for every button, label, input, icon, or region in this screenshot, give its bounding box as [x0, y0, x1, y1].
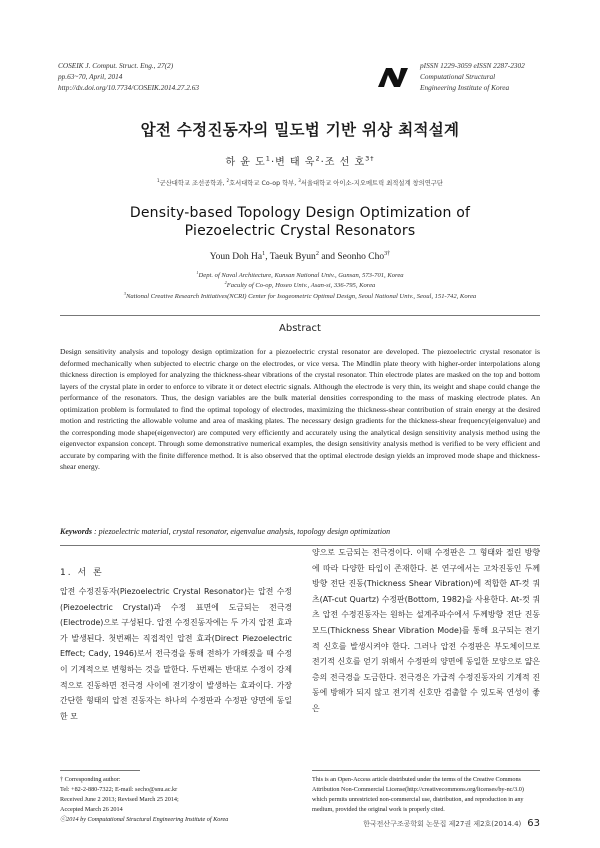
- license-rule: [312, 770, 540, 771]
- affiliation-3: $^3$National Creative Research Initiatives(NCRI) Center for Isogeometric Optimal Design, Seoul National Univ., Seoul, 151-742, Korea: [123, 290, 477, 300]
- divider-top: [60, 315, 540, 316]
- society-name-2: Engineering Institute of Korea: [420, 83, 510, 92]
- abstract-body: Design sensitivity analysis and topology design optimization for a piezoelectric crystal resonator are developed. The piezoelectric crystal resonator is deformed mechanically when subjected to electric charge on the electrodes, or vice versa. The Mindlin plate theory with higher-order interpolations along thickness direction is employed for analyzing the thickness-shear vibrations of the crystal resonator. Thin electrode plates are masked on the top and bottom layers of the crystal plate in order to enforce to vibrate it or detect electric signals. Although the electrode is very thin, its weight and shape could change the performance of the resonators. Thus, the design variables are the bulk material densities corresponding to the mass of masking electrode plates. An optimization problem is formulated to find the optimal topology of electrodes, maximizing the thickness-shear contribution of strain energy at the desired motion and restricting the allowable volume and area of masking plates. The necessary design gradients for the thickness-shear frequency(eigenvalue) and the corresponding mode shape(eigenvector) are computed very efficiently and accurately using the analytical design sensitivity analysis method using the eigenvector expansion concept. Through some demonstrative numerical examples, the design sensitivity analysis method is verified to be very efficient and accurate by comparing with the finite difference method. It is also observed that the optimal electrode design yields an improved mode shape and thickness-shear energy.: [60, 347, 540, 472]
- title-english: Density-based Topology Design Optimization of Piezoelectric Crystal Resonators: [129, 205, 471, 239]
- section-heading: 1. 서 론: [60, 568, 104, 578]
- footnote: † Corresponding author: Tel: +82-2-880-7322; E-mail: secho@snu.ac.kr Received June 2 2013; Revised March 25 2014; Accepted March 26 2014 ⓒ2014 by Computational Structural Engineering Institute of Korea: [60, 776, 229, 823]
- author-ko-1: 하 윤 도: [225, 157, 266, 168]
- author-ko-3: ·조 선 호: [320, 157, 366, 168]
- doi-link[interactable]: http://dx.doi.org/10.7734/COSEIK.2014.27.2.63: [58, 83, 200, 92]
- author-ko-2: ·변 태 욱: [270, 157, 316, 168]
- body-column-left: 압전 수정진동자(Piezoelectric Crystal Resonator)는 압전 수정(Piezoelectric Crystal)과 수정 표면에 도금되는 전극경(Electrode)으로 구성된다. 압전 수정진동자에는 두 가지 압전 효과가 발생된다. 첫번째는 직접적인 압전 효과(Direct Piezoelectric Effect; Cady, 1946)로서 전극경을 통해 전하가 가해졌을 때 수정이 기계적으로 변형하는 것을 말한다. 두번째는 반대로 수정이 강제적으로 진동하면 전극경 사이에 전기장이 발생하는 효과이다. 가장 간단한 형태의 압전 진동자는 하나의 수정판과 수정판 양면에 동일한 모: [60, 587, 292, 721]
- page-number: 63: [527, 818, 540, 829]
- body-column-right: 양으로 도금되는 전극경이다. 이때 수정판은 그 형태와 절린 방향에 따라 다양한 타입이 존재한다. 본 연구에서는 고차진동인 두께방향 전단 진동(Thickness Shear Vibration)에 적합한 AT-컷 쿼츠(AT-cut Quartz) 수정판(Bottom, 1982)을 사용한다. At-컷 쿼츠 압전 수정진동자는 원하는 설계주파수에서 두께방향 전단 진동 모드(Thickness Shear Vibration Mode)를 통해 요구되는 전기적 신호를 발생시켜야 한다. 그러나 압전 수정판은 부도체이므로 전기적 신호를 얻기 위해서 수정판의 양면에 동일한 모양으로 얇은 층의 전극경을 도금한다. 전극경은 가급적 수정진동자의 기계적 진동에 방해가 되지 않고 전기적 신호만 검출할 수 있도록 연성이 좋은: [312, 548, 540, 713]
- keywords: [60, 527, 540, 536]
- affiliations-korean: $^1$군산대학교 조선공학과, $^2$호서대학교 Co-op 학부, $^3$서울대학교 아이소-지오메트릭 최적설계 창의연구단: [157, 177, 443, 187]
- journal-header-left: [58, 60, 199, 93]
- journal-logo-icon: [377, 66, 409, 88]
- issn: pISSN 1229-3059 eISSN 2287-2302: [420, 61, 525, 70]
- footnote-rule: [60, 770, 140, 771]
- keywords-label: Keywords: [60, 527, 92, 536]
- affiliations-english: [40, 271, 560, 302]
- affiliation-1: $^1$Dept. of Naval Architecture, Kunsan National Univ., Gunsan, 573-701, Korea: [196, 269, 404, 279]
- authors-english: Youn Doh Ha$^1$, Taeuk Byun$^2$ and Seonho Cho$^{3\dagger}$: [209, 250, 391, 262]
- abstract-heading: Abstract: [279, 323, 321, 334]
- society-name-1: Computational Structural: [420, 72, 496, 81]
- footer-journal: 한국전산구조공학회 논문집 제27권 제2호(2014.4): [363, 820, 522, 828]
- title-korean: 압전 수정진동자의 밀도법 기반 위상 최적설계: [140, 121, 460, 139]
- license-note: This is an Open-Access article distributed under the terms of the Creative Commons Attribution Non-Commercial License(http://creativecommons.org/licenses/by-nc/3.0) which permits unrestricted non-commercial use, distribution, and reproduction in any medium, provided the original work is properly cited.: [312, 776, 524, 813]
- authors-korean: 하 윤 도$^1$·변 태 욱$^2$·조 선 호$^{3\dagger}$: [225, 154, 375, 168]
- affiliation-2: $^2$Faculty of Co-op, Hoseo Univ., Asan-si, 336-795, Korea: [224, 280, 376, 290]
- journal-citation: COSEIK J. Comput. Struct. Eng., 27(2): [58, 61, 174, 70]
- keywords-text: : piezoelectric material, crystal resonator, eigenvalue analysis, topology design optimization: [92, 527, 391, 536]
- journal-header-right: [420, 60, 525, 93]
- journal-pages: pp.63~70, April, 2014: [58, 72, 123, 81]
- page-footer: [330, 818, 540, 829]
